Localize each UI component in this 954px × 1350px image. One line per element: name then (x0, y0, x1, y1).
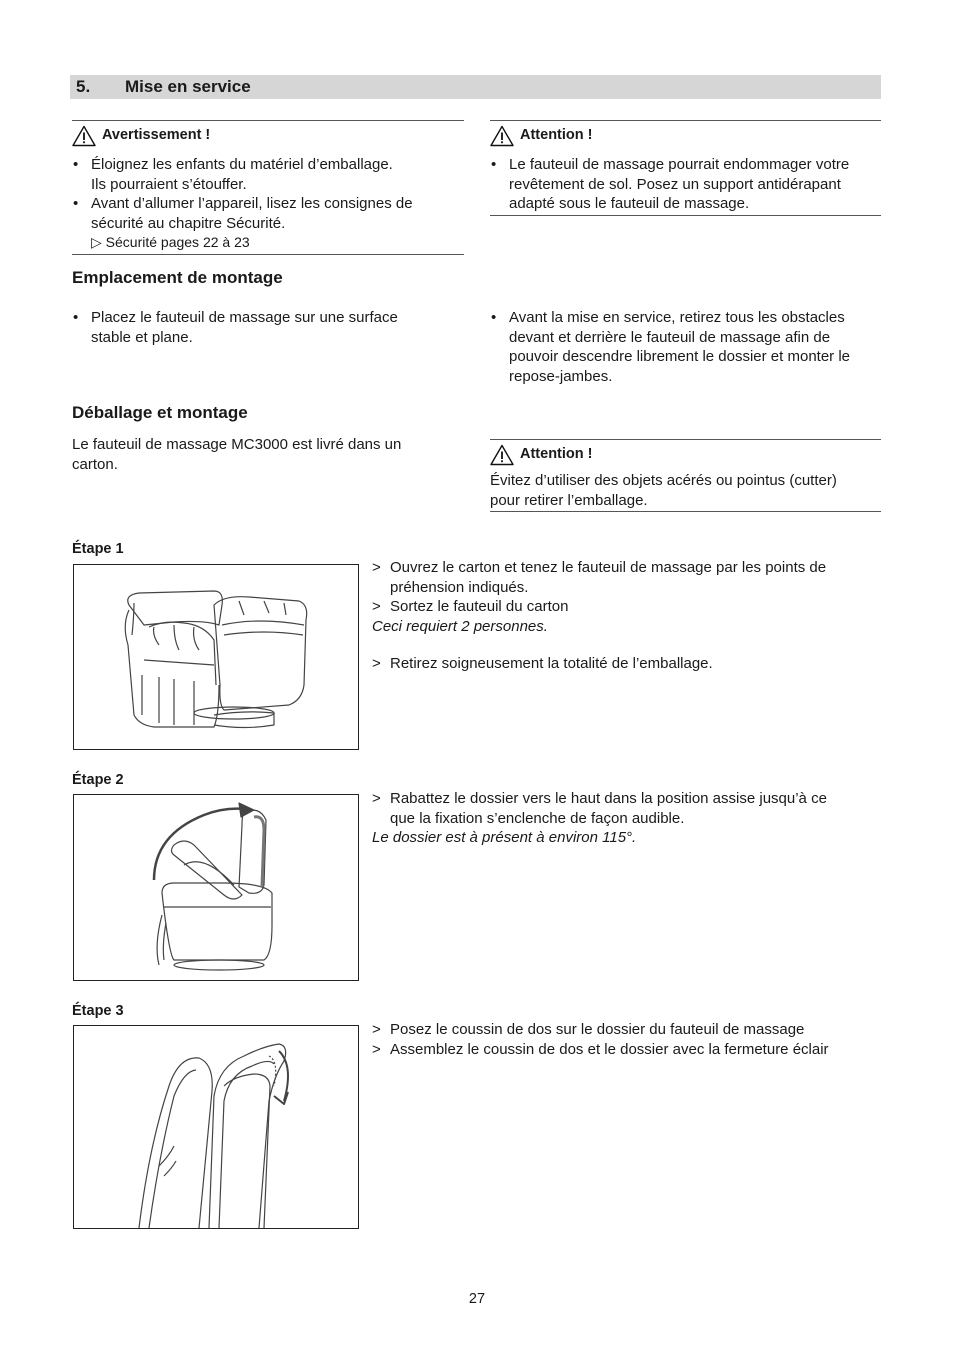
attention-text: Évitez d’utiliser des objets acérés ou pointus (cutter) pour retirer l’emballage. (490, 472, 837, 509)
instruction: > Ouvrez le carton et tenez le fauteuil de massage par les points de préhension indiqués. (372, 558, 872, 597)
section-title: Mise en service (125, 77, 251, 96)
warning-box (72, 120, 464, 255)
step-2-image (73, 794, 359, 981)
emplacement-left-list (72, 308, 464, 347)
step-3-image (73, 1025, 359, 1229)
step-1-text (372, 558, 872, 674)
step-label: Étape 3 (72, 1003, 124, 1019)
section-header (70, 75, 881, 99)
cross-reference: ▷ Sécurité pages 22 à 23 (91, 234, 250, 250)
page-number: 27 (468, 1291, 486, 1307)
attention-title: Attention ! (520, 446, 593, 463)
list-item: • Avant d’allumer l’appareil, lisez les consignes de sécurité au chapitre Sécurité. ▷ Sécurité pages 22 à 23 (72, 194, 464, 253)
deballage-text: Le fauteuil de massage MC3000 est livré dans un carton. (72, 436, 402, 473)
warning-triangle-icon (490, 125, 514, 147)
heading-deballage: Déballage et montage (72, 403, 248, 422)
instruction: > Assemblez le coussin de dos et le dossier avec la fermeture éclair (372, 1040, 892, 1060)
attention-box (490, 120, 881, 216)
instruction: > Posez le coussin de dos sur le dossier du fauteuil de massage (372, 1020, 892, 1040)
warning-title: Avertissement ! (102, 127, 211, 144)
chair-unpacking-illustration (74, 565, 358, 749)
list-item: • Placez le fauteuil de massage sur une surface stable et plane. (72, 308, 464, 347)
step-label: Étape 2 (72, 772, 124, 788)
emplacement-right-list (490, 308, 885, 386)
instruction: > Retirez soigneusement la totalité de l’emballage. (372, 654, 872, 674)
list-item: • Avant la mise en service, retirez tous les obstacles devant et derrière le fauteuil de massage afin de pouvoir descendre librement le dossier et monter le repose-jambes. (490, 308, 885, 386)
warning-triangle-icon (72, 125, 96, 147)
step-label: Étape 1 (72, 541, 124, 557)
step-3-text (372, 1020, 892, 1059)
attention-box (490, 439, 881, 512)
instruction-note: Ceci requiert 2 personnes. (372, 617, 548, 635)
step-1-image (73, 564, 359, 750)
section-number: 5. (76, 77, 91, 96)
step-2-text (372, 789, 872, 848)
instruction: > Sortez le fauteuil du carton (372, 597, 872, 617)
list-item: • Le fauteuil de massage pourrait endommager votre revêtement de sol. Posez un support antidérapant adapté sous le fauteuil de massage. (490, 155, 881, 214)
heading-emplacement: Emplacement de montage (72, 268, 283, 287)
attention-title: Attention ! (520, 127, 593, 144)
instruction-note: Le dossier est à présent à environ 115°. (372, 829, 637, 846)
back-cushion-zipper-illustration (74, 1026, 358, 1228)
list-item: • Éloignez les enfants du matériel d’emballage. Ils pourraient s’étouffer. (72, 155, 464, 194)
backrest-fold-up-illustration (74, 795, 358, 980)
warning-triangle-icon (490, 444, 514, 466)
instruction: > Rabattez le dossier vers le haut dans la position assise jusqu’à ce que la fixation s’enclenche de façon audible. (372, 789, 872, 828)
